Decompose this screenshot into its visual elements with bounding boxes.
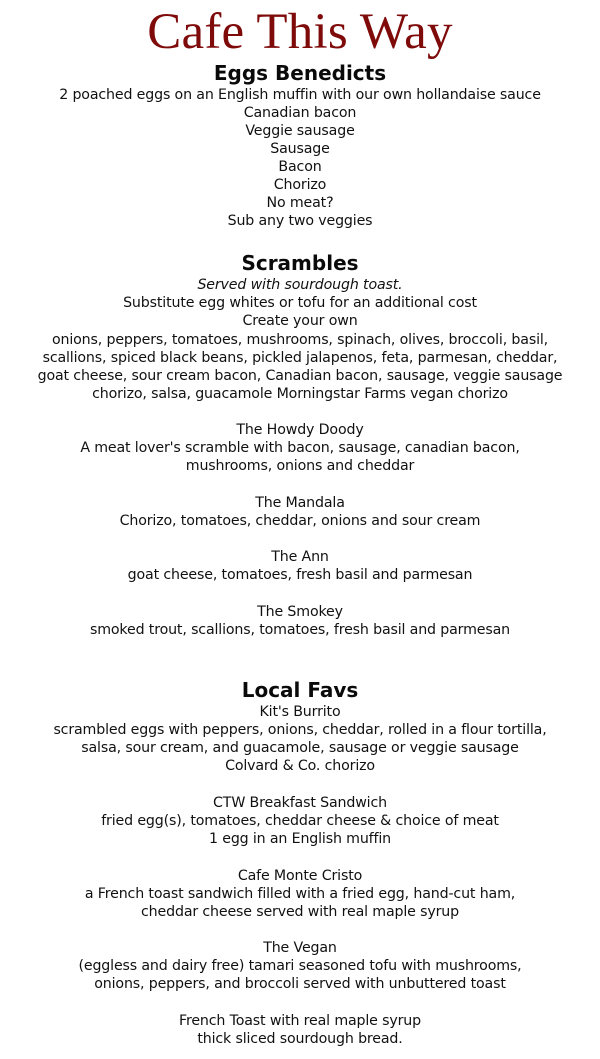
ingredient-list: chorizo, salsa, guacamole Morningstar Farms vegan chorizo: [92, 386, 508, 402]
menu-item-name: The Ann: [271, 549, 329, 565]
benedict-option: No meat?: [266, 195, 334, 211]
menu-item-description: cheddar cheese served with real maple syrup: [141, 904, 459, 920]
menu-item-description: thick sliced sourdough bread.: [197, 1031, 403, 1047]
menu-item-name: Cafe Monte Cristo: [237, 868, 363, 884]
benedict-option: Chorizo: [273, 177, 327, 193]
menu-item-description: (eggless and dairy free) tamari seasoned tofu with mushrooms,: [78, 958, 522, 974]
menu-item-description: Chorizo, tomatoes, cheddar, onions and sour cream: [119, 513, 481, 529]
menu-item-name: The Mandala: [255, 495, 345, 511]
benedict-option: Sausage: [270, 141, 330, 157]
menu-item-description: onions, peppers, and broccoli served with unbuttered toast: [94, 976, 506, 992]
scrambles-note: Substitute egg whites or tofu for an additional cost: [123, 295, 477, 311]
menu-item-name: French Toast with real maple syrup: [179, 1013, 421, 1029]
ingredient-list: scallions, spiced black beans, pickled jalapenos, feta, parmesan, cheddar,: [42, 350, 558, 366]
benedict-option: Bacon: [278, 159, 322, 175]
scrambles-note: Served with sourdough toast.: [197, 277, 403, 293]
menu-item-name: The Vegan: [263, 940, 337, 956]
benedict-option: Sub any two veggies: [227, 213, 373, 229]
menu-item-description: salsa, sour cream, and guacamole, sausage or veggie sausage: [81, 740, 519, 756]
benedict-option: Veggie sausage: [245, 123, 355, 139]
menu-item-description: goat cheese, tomatoes, fresh basil and parmesan: [127, 567, 473, 583]
menu-item-description: mushrooms, onions and cheddar: [185, 458, 415, 474]
menu-item-description: A meat lover's scramble with bacon, sausage, canadian bacon,: [80, 440, 520, 456]
section-heading-scrambles: Scrambles: [241, 251, 359, 275]
menu-item-description: smoked trout, scallions, tomatoes, fresh basil and parmesan: [89, 622, 510, 638]
benedict-description: 2 poached eggs on an English muffin with our own hollandaise sauce: [59, 87, 541, 103]
benedict-option: Canadian bacon: [243, 105, 357, 121]
cafe-title: Cafe This Way: [147, 4, 453, 60]
menu-item-name: Kit's Burrito: [259, 704, 341, 720]
section-heading-eggs-benedicts: Eggs Benedicts: [213, 61, 387, 85]
menu-item-name: The Smokey: [257, 604, 343, 620]
ingredient-list: goat cheese, sour cream bacon, Canadian bacon, sausage, veggie sausage: [37, 368, 563, 384]
menu-item-description: a French toast sandwich filled with a fried egg, hand-cut ham,: [84, 886, 516, 902]
menu-item-description: scrambled eggs with peppers, onions, cheddar, rolled in a flour tortilla,: [53, 722, 547, 738]
menu-item-description: Colvard & Co. chorizo: [225, 758, 375, 774]
section-heading-local-favs: Local Favs: [241, 678, 359, 702]
menu-item-description: fried egg(s), tomatoes, cheddar cheese & choice of meat: [101, 813, 499, 829]
menu-item-name: The Howdy Doody: [236, 422, 364, 438]
menu-item-name: CTW Breakfast Sandwich: [213, 795, 387, 811]
menu-item-description: 1 egg in an English muffin: [209, 831, 391, 847]
create-your-own-label: Create your own: [242, 313, 358, 329]
ingredient-list: onions, peppers, tomatoes, mushrooms, spinach, olives, broccoli, basil,: [51, 332, 549, 348]
